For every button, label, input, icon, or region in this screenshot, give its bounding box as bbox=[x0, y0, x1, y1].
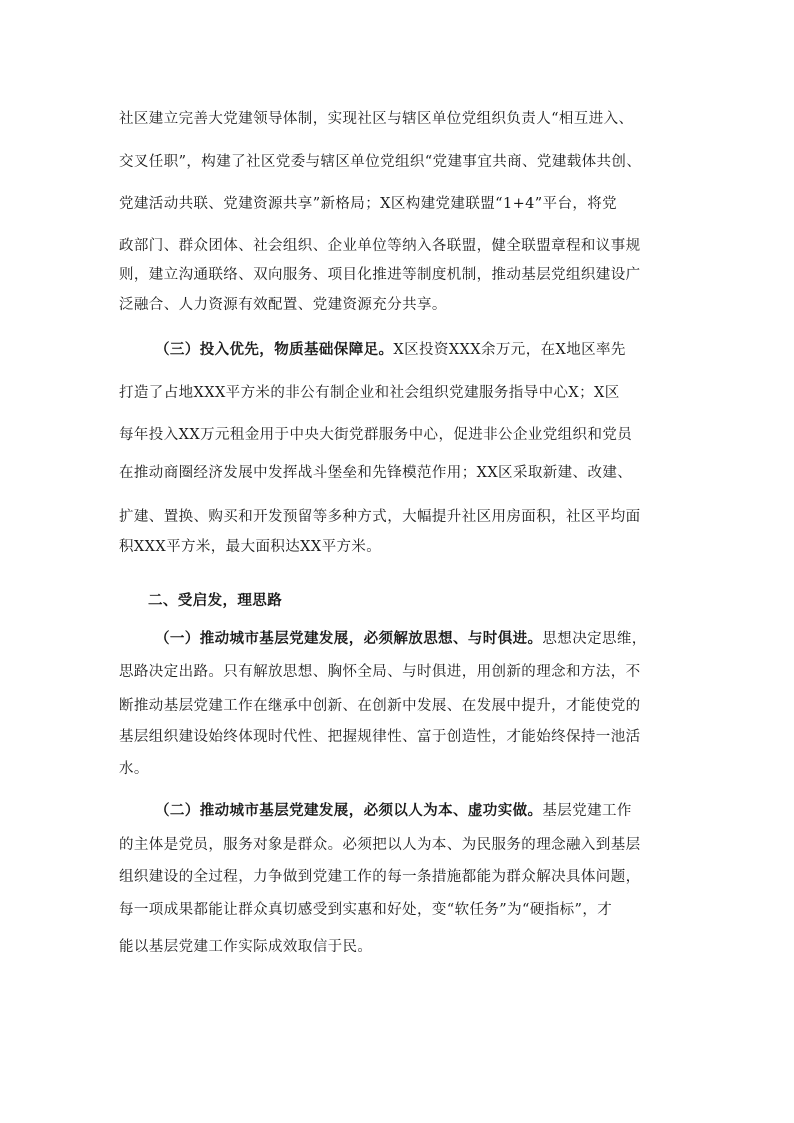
paragraph-3-line-2: 思路决定出路。只有解放思想、胸怀全局、与时俱进，用创新的理念和方法，不 bbox=[119, 664, 641, 680]
paragraph-2-line-5: 扩建、置换、购买和开发预留等多种方式，大幅提升社区用房面积，社区平均面 bbox=[119, 509, 641, 525]
paragraph-2-line-4: 在推动商圈经济发展中发挥战斗堡垒和先锋模范作用；XX区采取新建、改建、 bbox=[119, 465, 633, 481]
paragraph-1-line-5: 则，建立沟通联络、双向服务、项目化推进等制度机制，推动基层党组织建设广 bbox=[119, 267, 641, 283]
paragraph-1-line-2: 交叉任职”，构建了社区党委与辖区单位党组织“党建事宜共商、党建载体共创、 bbox=[119, 154, 642, 170]
paragraph-3-line-1 bbox=[155, 630, 647, 648]
paragraph-4-line-2: 的主体是党员，服务对象是群众。必须把以人为本、为民服务的理念融入到基层 bbox=[119, 837, 641, 853]
paragraph-4-line-5: 能以基层党建工作实际成效取信于民。 bbox=[119, 939, 373, 955]
paragraph-1-line-4: 政部门、群众团体、社会组织、企业单位等纳入各联盟，健全联盟章程和议事规 bbox=[119, 238, 641, 254]
paragraph-3-lead: （一）推动城市基层党建发展，必须解放思想、与时俱进。 bbox=[155, 631, 543, 647]
paragraph-4-line-4: 每一项成果都能让群众真切感受到实惠和好处，变“软任务”为“硬指标”，才 bbox=[119, 902, 613, 918]
paragraph-4-first-rest: 基层党建工作 bbox=[542, 803, 632, 819]
paragraph-1-line-6: 泛融合、人力资源有效配置、党建资源充分共享。 bbox=[119, 297, 447, 313]
paragraph-4-line-1 bbox=[155, 802, 632, 820]
paragraph-2-line-3: 每年投入XX万元租金用于中央大街党群服务中心，促进非公企业党组织和党员 bbox=[119, 427, 633, 443]
paragraph-3-line-3: 断推动基层党建工作在继承中创新、在创新中发展、在发展中提升，才能使党的 bbox=[119, 698, 641, 714]
paragraph-4-lead: （二）推动城市基层党建发展，必须以人为本、虚功实做。 bbox=[155, 803, 543, 819]
paragraph-2-line-6: 积XXX平方米，最大面积达XX平方米。 bbox=[119, 539, 382, 555]
paragraph-2-first-rest: X区投资XXX余万元，在X地区率先 bbox=[393, 342, 626, 358]
paragraph-3-first-rest: 思想决定思维， bbox=[542, 631, 647, 647]
paragraph-4-line-3: 组织建设的全过程，力争做到党建工作的每一条措施都能为群众解决具体问题， bbox=[119, 869, 641, 885]
paragraph-3-line-4: 基层组织建设始终体现时代性、把握规律性、富于创造性，才能始终保持一池活 bbox=[119, 729, 641, 745]
section-2-title: 二、受启发，理思路 bbox=[148, 593, 283, 609]
paragraph-3-line-5: 水。 bbox=[119, 761, 149, 777]
paragraph-2-lead: （三）投入优先，物质基础保障足。 bbox=[155, 342, 394, 358]
paragraph-1-line-3: 党建活动共联、党建资源共享”新格局；X区构建党建联盟“1+4”平台，将党 bbox=[119, 196, 618, 212]
paragraph-1-line-1: 社区建立完善大党建领导体制，实现社区与辖区单位党组织负责人“相互进入、 bbox=[119, 111, 634, 127]
paragraph-2-line-2: 打造了占地XXX平方米的非公有制企业和社会组织党建服务指导中心X；X区 bbox=[119, 385, 620, 401]
paragraph-2-line-1 bbox=[155, 341, 626, 359]
